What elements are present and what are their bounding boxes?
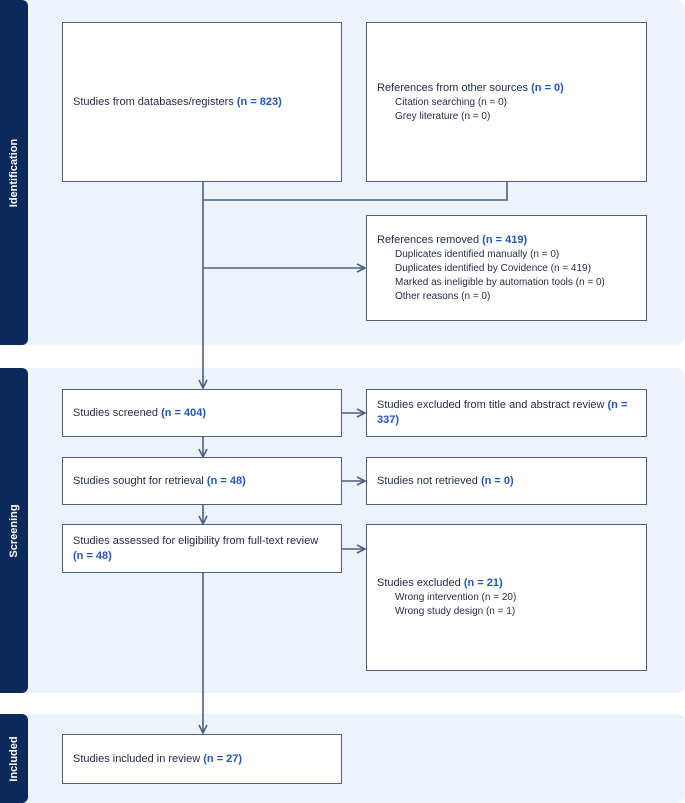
excluded-full-label: Studies excluded — [377, 577, 461, 589]
databases-count: (n = 823) — [236, 95, 282, 108]
sought-label: Studies sought for retrieval — [73, 474, 204, 487]
assessed-label: Studies assessed for eligibility from full-text review — [73, 534, 319, 547]
box-databases — [62, 22, 342, 182]
removed-item: Marked as ineligible by automation tools (n = 0) — [395, 276, 605, 288]
excluded-full-item: Wrong intervention (n = 20) — [395, 592, 517, 603]
line-other-join — [203, 182, 507, 200]
excluded-full-count: (n = 21) — [463, 577, 503, 589]
removed-item: Other reasons (n = 0) — [395, 290, 491, 302]
included-count: (n = 27) — [203, 752, 243, 765]
sought-count: (n = 48) — [206, 474, 246, 487]
box-assessed-eligibility — [62, 524, 342, 573]
screening-text: Screening — [8, 503, 20, 558]
box-excluded-title-abstract — [366, 389, 647, 437]
removed-item: Duplicates identified manually (n = 0) — [395, 248, 560, 260]
removed-count: (n = 419) — [482, 233, 528, 246]
databases-label: Studies from databases/registers — [73, 95, 234, 108]
assessed-count: (n = 48) — [73, 549, 112, 562]
box-sought-retrieval — [62, 457, 342, 505]
box-not-retrieved — [366, 457, 647, 505]
box-screened — [62, 389, 342, 437]
box-other-sources — [366, 22, 647, 182]
removed-item: Duplicates identified by Covidence (n = 419) — [395, 262, 591, 274]
identification-text: Identification — [8, 138, 20, 207]
other-sources-label: References from other sources — [377, 81, 529, 94]
not-retrieved-count: (n = 0) — [480, 474, 514, 487]
box-included-review — [62, 734, 342, 784]
screened-label: Studies screened — [73, 406, 158, 419]
other-sources-item: Grey literature (n = 0) — [395, 110, 491, 122]
excluded-full-item: Wrong study design (n = 1) — [395, 606, 516, 617]
excluded-title-count-open: (n = — [607, 399, 628, 411]
excluded-title-label: Studies excluded from title and abstract review — [377, 399, 605, 411]
removed-label: References removed — [377, 233, 480, 246]
not-retrieved-label: Studies not retrieved — [377, 474, 478, 487]
screened-count: (n = 404) — [161, 406, 206, 419]
included-label-text: Studies included in review — [73, 752, 201, 765]
excluded-title-count: 337) — [377, 414, 400, 426]
other-sources-count: (n = 0) — [531, 81, 564, 94]
box-references-removed — [366, 215, 647, 321]
included-text: Included — [8, 735, 20, 782]
box-studies-excluded — [366, 524, 647, 671]
other-sources-item: Citation searching (n = 0) — [395, 96, 508, 108]
